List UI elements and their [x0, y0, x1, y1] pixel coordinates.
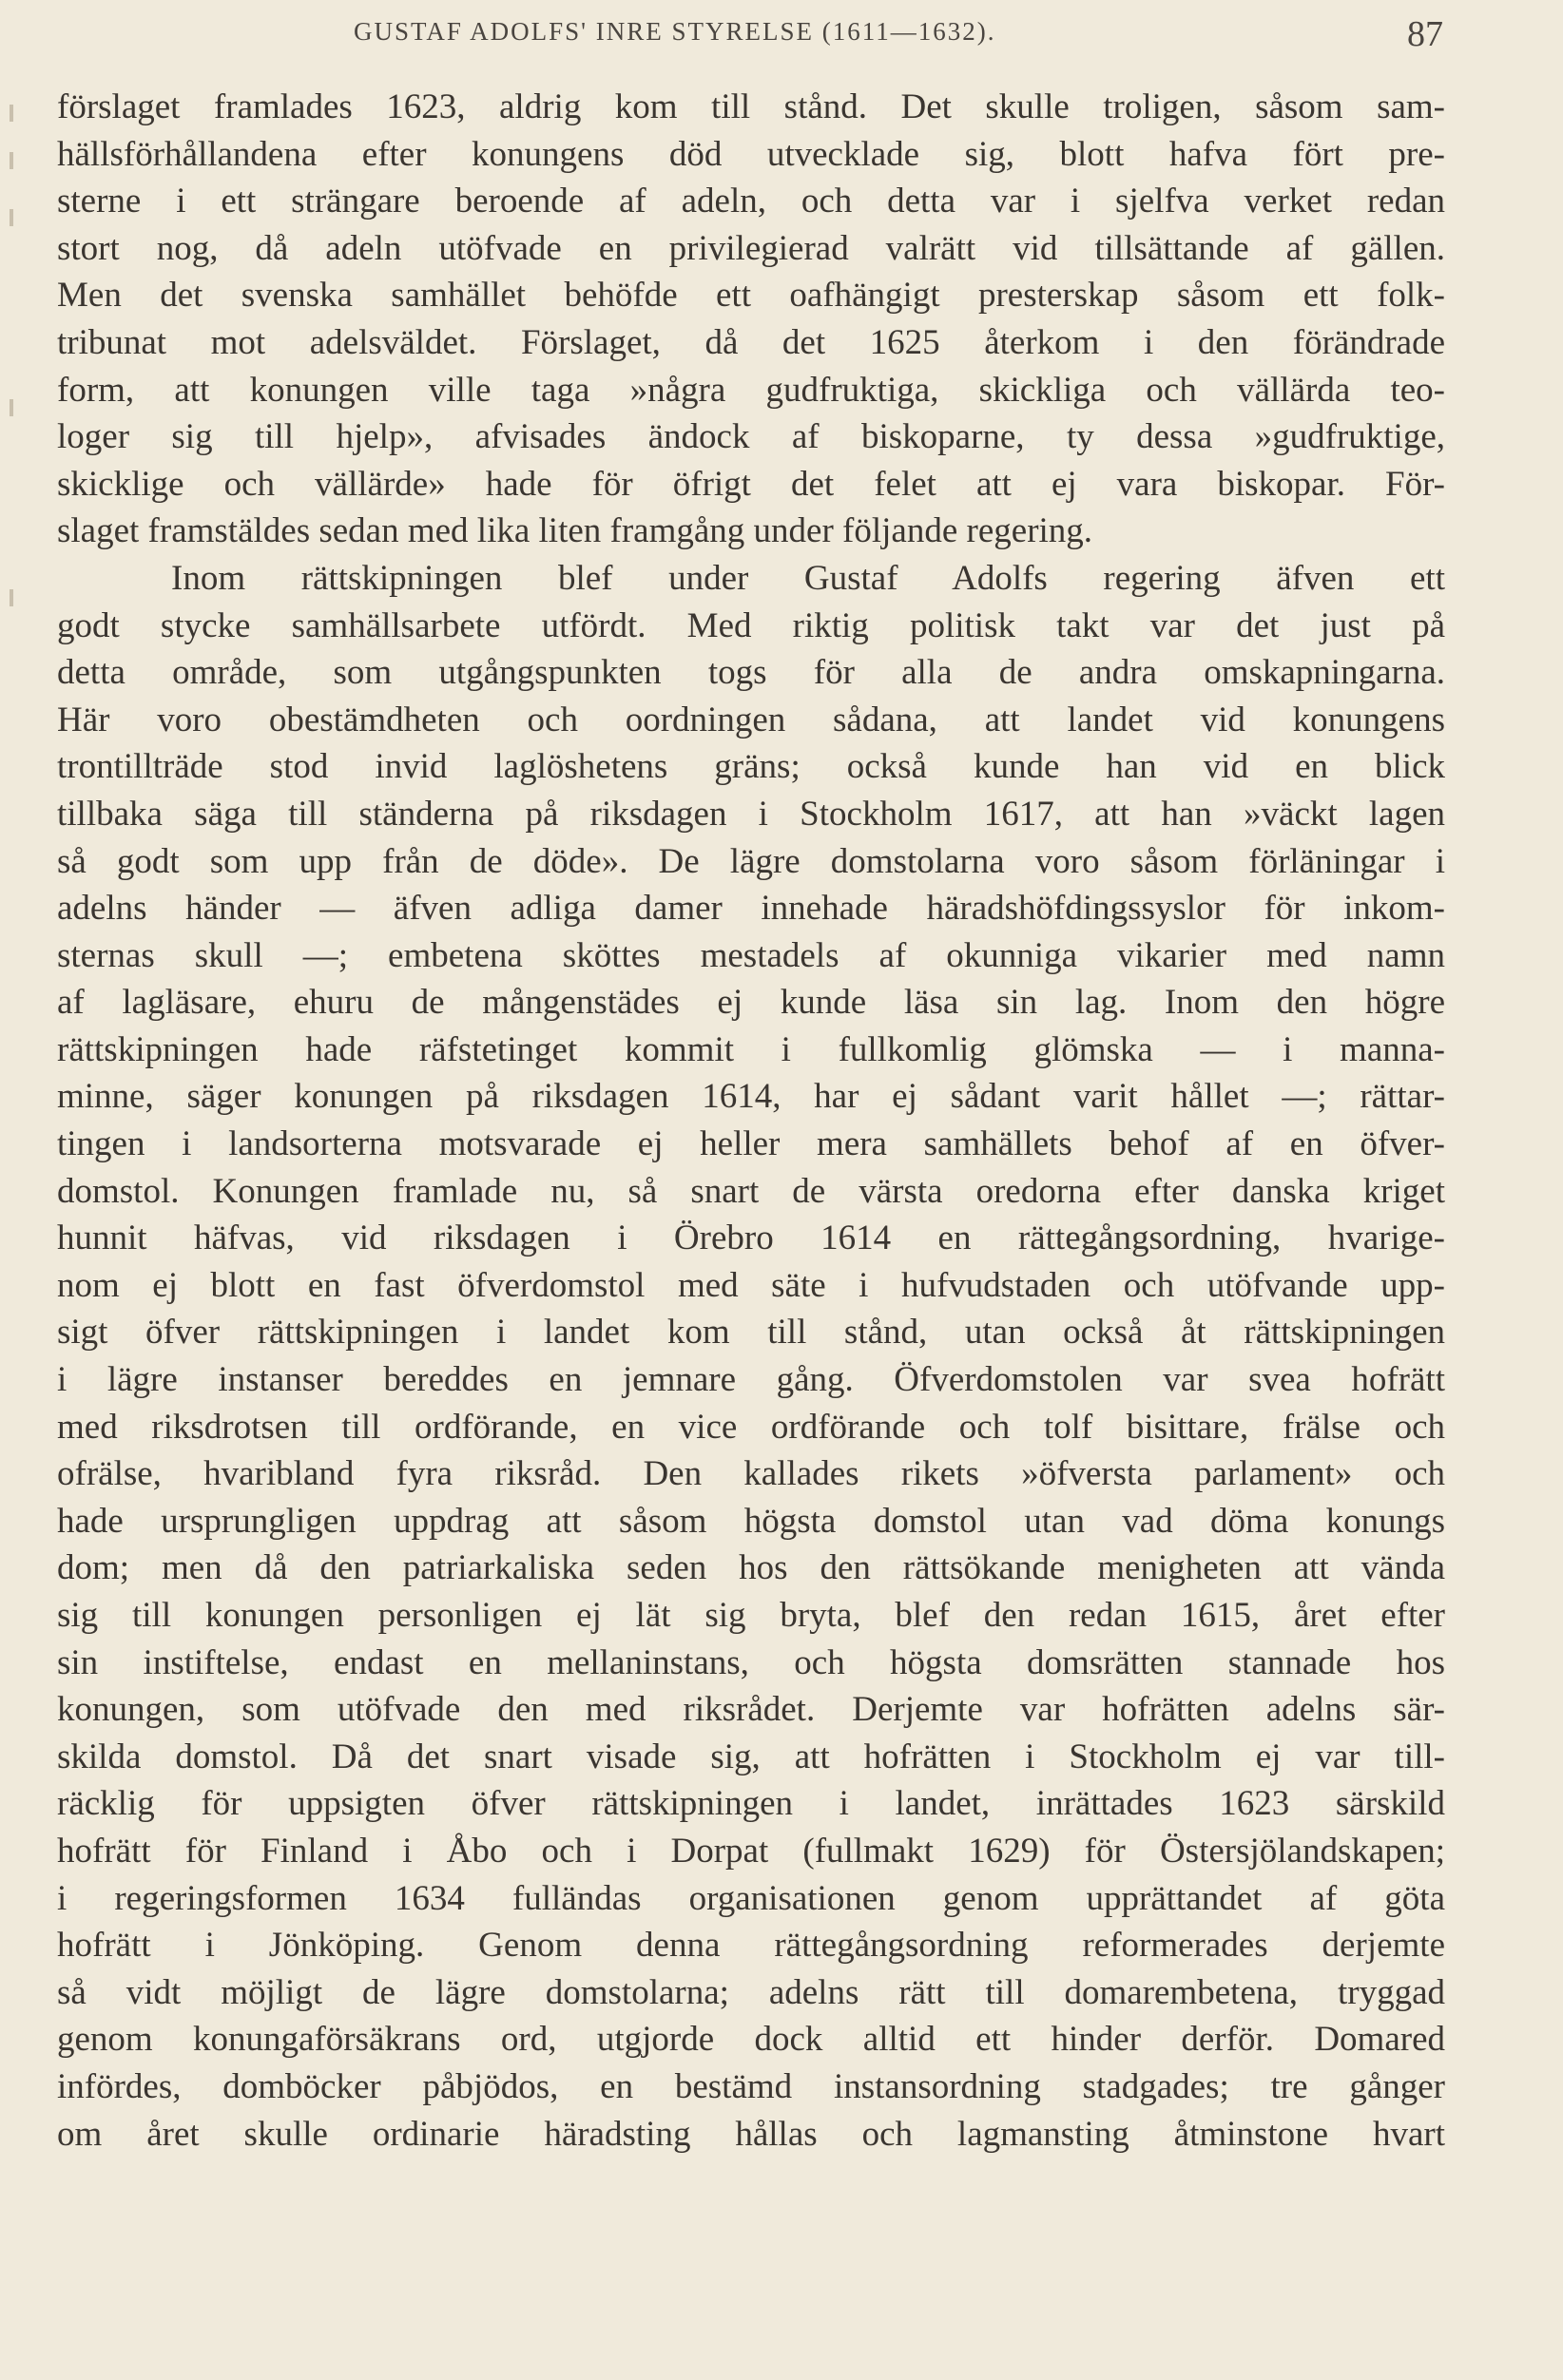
text-line: adelns händer — äfven adliga damer innehade häradshöfdingssyslor för inkom-	[57, 889, 1445, 929]
text-line: loger sig till hjelp», afvisades ändock af biskoparne, ty dessa »gudfruktige,	[57, 417, 1445, 457]
margin-speck	[10, 152, 13, 169]
text-line: hofrätt i Jönköping. Genom denna rättegångsordning reformerades derjemte	[57, 1926, 1445, 1966]
text-line: Men det svenska samhället behöfde ett oafhängigt presterskap såsom ett folk-	[57, 276, 1445, 316]
text-line: godt stycke samhällsarbete utfördt. Med riktig politisk takt var det just på	[57, 605, 1445, 645]
margin-speck	[10, 209, 13, 226]
text-line: så godt som upp från de döde». De lägre domstolarna voro såsom förläningar i	[57, 841, 1445, 881]
text-line: hunnit häfvas, vid riksdagen i Örebro 1614 en rättegångsordning, hvarige-	[57, 1219, 1445, 1258]
text-line: stort nog, då adeln utöfvade en privilegierad valrätt vid tillsättande af gällen.	[57, 228, 1445, 268]
text-line: hofrätt för Finland i Åbo och i Dorpat (fullmakt 1629) för Östersjölandskapen;	[57, 1831, 1445, 1871]
running-header	[0, 13, 1563, 70]
text-line: om året skulle ordinarie häradsting hållas och lagmansting åtminstone hvart	[57, 2114, 1445, 2154]
page-number: 87	[1407, 14, 1443, 54]
margin-speck	[10, 589, 13, 606]
text-line: Här voro obestämdheten och oordningen sådana, att landet vid konungens	[57, 700, 1445, 739]
text-line: hällsförhållandena efter konungens död utvecklade sig, blott hafva fört pre-	[57, 134, 1445, 174]
text-line: tillbaka säga till ständerna på riksdagen i Stockholm 1617, att han »väckt lagen	[57, 794, 1445, 834]
text-line: i regeringsformen 1634 fulländas organisationen genom upprättandet af göta	[57, 1878, 1445, 1918]
text-line: tribunat mot adelsväldet. Förslaget, då det 1625 återkom i den förändrade	[57, 322, 1445, 362]
text-line: form, att konungen ville taga »några gudfruktiga, skickliga och vällärda teo-	[57, 370, 1445, 410]
text-line: dom; men då den patriarkaliska seden hos den rättsökande menigheten att vända	[57, 1548, 1445, 1588]
text-line: sigt öfver rättskipningen i landet kom till stånd, utan också åt rättskipningen	[57, 1313, 1445, 1353]
text-line: sterne i ett strängare beroende af adeln, och detta var i sjelfva verket redan	[57, 182, 1445, 221]
text-line: genom konungaförsäkrans ord, utgjorde dock alltid ett hinder derför. Domared	[57, 2020, 1445, 2060]
text-line: af lagläsare, ehuru de mångenstädes ej kunde läsa sin lag. Inom den högre	[57, 983, 1445, 1023]
text-line: konungen, som utöfvade den med riksrådet. Derjemte var hofrätten adelns sär-	[57, 1690, 1445, 1730]
text-line: minne, säger konungen på riksdagen 1614, har ej sådant varit hållet —; rättar-	[57, 1077, 1445, 1117]
text-line: skicklige och vällärde» hade för öfrigt det felet att ej vara biskopar. För-	[57, 464, 1445, 504]
margin-speck	[10, 105, 13, 122]
text-line: med riksdrotsen till ordförande, en vice ordförande och tolf bisittare, frälse och	[57, 1407, 1445, 1447]
text-line: infördes, domböcker påbjödos, en bestämd instansordning stadgades; tre gånger	[57, 2066, 1445, 2106]
text-line: sig till konungen personligen ej lät sig bryta, blef den redan 1615, året efter	[57, 1596, 1445, 1635]
text-line: trontillträde stod invid laglöshetens gräns; också kunde han vid en blick	[57, 747, 1445, 787]
text-line: tingen i landsorterna motsvarade ej heller mera samhällets behof af en öfver-	[57, 1124, 1445, 1164]
text-line: nom ej blott en fast öfverdomstol med säte i hufvudstaden och utöfvande upp-	[57, 1265, 1445, 1305]
text-line: så vidt möjligt de lägre domstolarna; adelns rätt till domarembetena, tryggad	[57, 1972, 1445, 2012]
running-title: GUSTAF ADOLFS' INRE STYRELSE (1611—1632).	[354, 17, 996, 46]
text-line: Inom rättskipningen blef under Gustaf Adolfs regering äfven ett	[171, 558, 1445, 598]
text-line: sin instiftelse, endast en mellaninstans, och högsta domsrätten stannade hos	[57, 1642, 1445, 1682]
text-line: hade ursprungligen uppdrag att såsom högsta domstol utan vad döma konungs	[57, 1501, 1445, 1541]
text-line: förslaget framlades 1623, aldrig kom till stånd. Det skulle troligen, såsom sam-	[57, 87, 1445, 126]
text-line: ofrälse, hvaribland fyra riksråd. Den kallades rikets »öfversta parlament» och	[57, 1454, 1445, 1494]
body-text	[57, 84, 1445, 2158]
text-line: i lägre instanser bereddes en jemnare gång. Öfverdomstolen var svea hofrätt	[57, 1360, 1445, 1400]
text-line: räcklig för uppsigten öfver rättskipningen i landet, inrättades 1623 särskild	[57, 1784, 1445, 1824]
text-line: skilda domstol. Då det snart visade sig, att hofrätten i Stockholm ej var till-	[57, 1737, 1445, 1776]
text-line: detta område, som utgångspunkten togs för alla de andra omskapningarna.	[57, 653, 1445, 693]
margin-speck	[10, 399, 13, 416]
text-line: slaget framstäldes sedan med lika liten framgång under följande regering.	[57, 511, 1093, 551]
text-line: domstol. Konungen framlade nu, så snart de värsta oredorna efter danska kriget	[57, 1171, 1445, 1211]
text-line: rättskipningen hade räfstetinget kommit i fullkomlig glömska — i manna-	[57, 1029, 1445, 1069]
text-line: sternas skull —; embetena sköttes mestadels af okunniga vikarier med namn	[57, 935, 1445, 975]
